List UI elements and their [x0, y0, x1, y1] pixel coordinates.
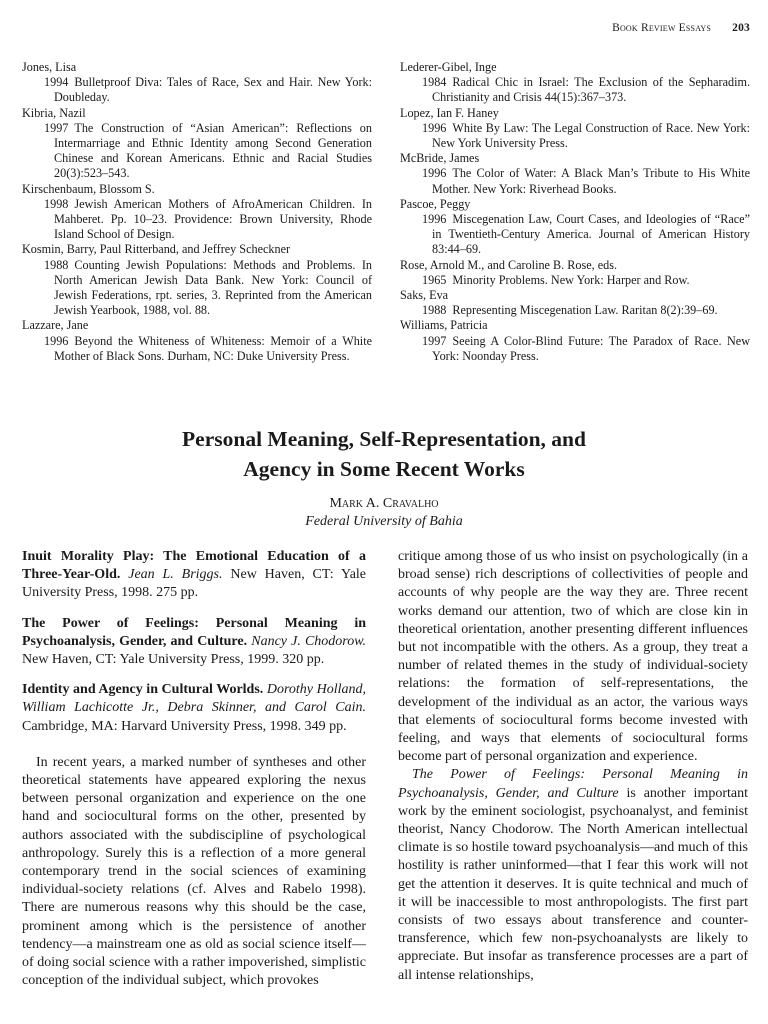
- reference-text: Jewish American Mothers of AfroAmerican Children. In Mahberet. Pp. 10–23. Providence: Brown University, Rhode Island School of Design.: [54, 196, 372, 242]
- reference-entry: [410, 121, 750, 151]
- reference-entry: [410, 303, 750, 318]
- reference-year: 1997: [422, 333, 447, 348]
- book-publication: Cambridge, MA: Harvard University Press, 1998. 349 pp.: [22, 718, 347, 734]
- reference-text: White By Law: The Legal Construction of Race. New York: New York University Press.: [432, 120, 750, 151]
- reference-author: Jones, Lisa: [22, 60, 77, 74]
- reference-text: Bulletproof Diva: Tales of Race, Sex and Hair. New York: Doubleday.: [54, 75, 372, 105]
- reference-author: Kibria, Nazil: [22, 105, 86, 120]
- book-publication: New Haven, CT: Yale University Press, 1998. 275 pp.: [22, 567, 367, 601]
- author-affiliation: Federal University of Bahia: [305, 514, 463, 529]
- reference-entry: [410, 273, 750, 288]
- body-paragraph: In recent years, a marked number of syntheses and other theoretical statements have appeared exploring the nexus between personal organization and experience on the one hand and sociocultural forms on the other, presented by authors associated with the subdiscipline of psychological anthropology. Surely this is a reflection of a more general contemporary trend in the social sciences of examining individual-society relations (cf. Alves and Rabelo 1998). There are numerous reasons why this should be the case, prominent among which is the persistence of another tendency—a mainstream one as old as social science itself—of doing social science with a rather impoverished, simplistic conception of the individual subject, which provokes: [22, 754, 366, 989]
- reference-text: Beyond the Whiteness of Whiteness: Memoir of a White Mother of Black Sons. Durham, NC: Duke University Press.: [54, 333, 372, 363]
- book-author: Jean L. Briggs.: [128, 567, 223, 583]
- reference-author: Kirschenbaum, Blossom S.: [22, 181, 155, 196]
- body-paragraph: [398, 766, 748, 984]
- reference-item: [400, 106, 750, 152]
- article-author: Mark A. Cravalho: [329, 496, 439, 511]
- reference-author: Kosmin, Barry, Paul Ritterband, and Jeffrey Scheckner: [22, 242, 291, 257]
- reference-item: [400, 288, 750, 318]
- reference-item: [400, 318, 750, 364]
- reference-author: Lederer-Gibel, Inge: [400, 60, 497, 74]
- reviewed-book: [22, 615, 366, 670]
- page-number: 203: [732, 22, 750, 34]
- reference-year: 1997: [44, 120, 69, 135]
- reference-item: [22, 106, 372, 182]
- references-right-column: [400, 60, 750, 364]
- reference-entry: [32, 197, 372, 243]
- reference-entry: [32, 75, 372, 105]
- book-title: The Power of Feelings: Personal Meaning in Psychoanalysis, Gender, and Culture.: [22, 615, 366, 649]
- article-title-line-1: Personal Meaning, Self-Representation, and: [182, 427, 586, 451]
- reviewed-book: [22, 681, 366, 736]
- reference-entry: [410, 212, 750, 258]
- reference-year: 1996: [44, 333, 69, 348]
- reference-item: [400, 197, 750, 258]
- reference-entry: [32, 334, 372, 364]
- reference-author: Rose, Arnold M., and Caroline B. Rose, eds.: [400, 257, 617, 272]
- article-title: [0, 424, 768, 484]
- body-left-column: [22, 548, 366, 990]
- reference-text: Minority Problems. New York: Harper and Row.: [452, 272, 690, 287]
- body-paragraph: critique among those of us who insist on psychologically (in a broad sense) rich descriptions of collectivities of people and accounts of why people are the way they are. Three recent works demand our attention, two of which are close kin in theoretical orientation, another presenting different influences but not incompatible with the others. As a group, they treat a number of related themes in the study of individual-society relations: the formation of self-representations, the development of the individual as an actor, the various ways that elements of sociocultural forms become invested with feeling, and ways that elements of sociocultural forms become part of personal organization and experience.: [398, 549, 748, 765]
- reference-year: 1996: [422, 166, 447, 181]
- reference-entry: [410, 166, 750, 196]
- reference-text: The Color of Water: A Black Man’s Tribute to His White Mother. New York: Riverhead Books.: [432, 166, 750, 196]
- book-title: Inuit Morality Play: The Emotional Education of a Three-Year-Old.: [22, 549, 366, 583]
- reference-text: Counting Jewish Populations: Methods and Problems. In North American Jewish Data Bank. New York: Council of Jewish Federations, rpt. series, 3. Reprinted from the American Jewish Yearbook, 1988, vol. 88.: [54, 257, 372, 318]
- reference-author: Lazzare, Jane: [22, 318, 89, 333]
- reference-text: Radical Chic in Israel: The Exclusion of the Sepharadim. Christianity and Crisis 44(15):367–373.: [432, 75, 750, 105]
- article-title-line-2: Agency in Some Recent Works: [243, 457, 525, 481]
- reference-item: [400, 151, 750, 197]
- book-title: Identity and Agency in Cultural Worlds.: [22, 682, 264, 698]
- references-left-column: [22, 60, 372, 364]
- reference-entry: [32, 121, 372, 182]
- running-head-title: Book Review Essays: [612, 22, 712, 34]
- reference-author: Saks, Eva: [400, 288, 449, 303]
- reference-entry: [32, 258, 372, 319]
- reference-text: Representing Miscegenation Law. Raritan 8(2):39–69.: [452, 303, 718, 318]
- reference-item: [22, 182, 372, 243]
- reference-year: 1994: [44, 75, 69, 90]
- reference-item: [400, 60, 750, 106]
- reference-year: 1998: [44, 196, 69, 211]
- reference-author: Lopez, Ian F. Haney: [400, 105, 499, 120]
- paragraph-text: is another important work by the eminent sociologist, psychoanalyst, and feminist theorist, Nancy Chodorow. The North American intellectual climate is so hostile toward psychoanalysis—and much of this hostility is rather uninformed—that I fear this work will not get the attention it deserves. It is quite technical and much of it will be inaccessible to most anthropologists. The first part consists of two essays about transference and counter-transference, which few non-psychoanalysts are likely to appreciate. But insofar as transference processes are a part of all intense relationships,: [398, 785, 748, 983]
- reference-year: 1965: [422, 272, 447, 287]
- reference-text: Miscegenation Law, Court Cases, and Ideologies of “Race” in Twentieth-Century America. Journal of American History 83:44–69.: [432, 212, 750, 257]
- book-author: Nancy J. Chodorow.: [251, 633, 367, 649]
- reviewed-book: [22, 548, 366, 603]
- reference-item: [22, 242, 372, 318]
- reference-author: Pascoe, Peggy: [400, 196, 471, 211]
- byline: [0, 495, 768, 531]
- reference-year: 1988: [44, 257, 69, 272]
- reference-entry: [410, 75, 750, 105]
- reference-author: McBride, James: [400, 151, 480, 166]
- reference-year: 1988: [422, 303, 447, 318]
- reference-item: [22, 318, 372, 364]
- reference-text: Seeing A Color-Blind Future: The Paradox of Race. New York: Noonday Press.: [432, 333, 750, 363]
- book-author: Dorothy Holland, William Lachicotte Jr., Debra Skinner, and Carol Cain.: [22, 682, 366, 716]
- reference-year: 1996: [422, 212, 447, 227]
- book-title-inline: The Power of Feelings: Personal Meaning in Psychoanalysis, Gender, and Culture: [398, 767, 748, 801]
- reference-text: The Construction of “Asian American”: Reflections on Intermarriage and Ethnic Identity among Second Generation Chinese and Korean Americans. Ethnic and Racial Studies 20(3):523–543.: [54, 120, 372, 181]
- running-head: [612, 22, 750, 34]
- reference-author: Williams, Patricia: [400, 318, 488, 333]
- reference-item: [400, 258, 750, 288]
- body-right-column: [398, 548, 748, 985]
- reference-entry: [410, 334, 750, 364]
- reference-year: 1996: [422, 120, 447, 135]
- reference-item: [22, 60, 372, 106]
- book-publication: New Haven, CT: Yale University Press, 1999. 320 pp.: [22, 652, 325, 668]
- reference-year: 1984: [422, 75, 447, 90]
